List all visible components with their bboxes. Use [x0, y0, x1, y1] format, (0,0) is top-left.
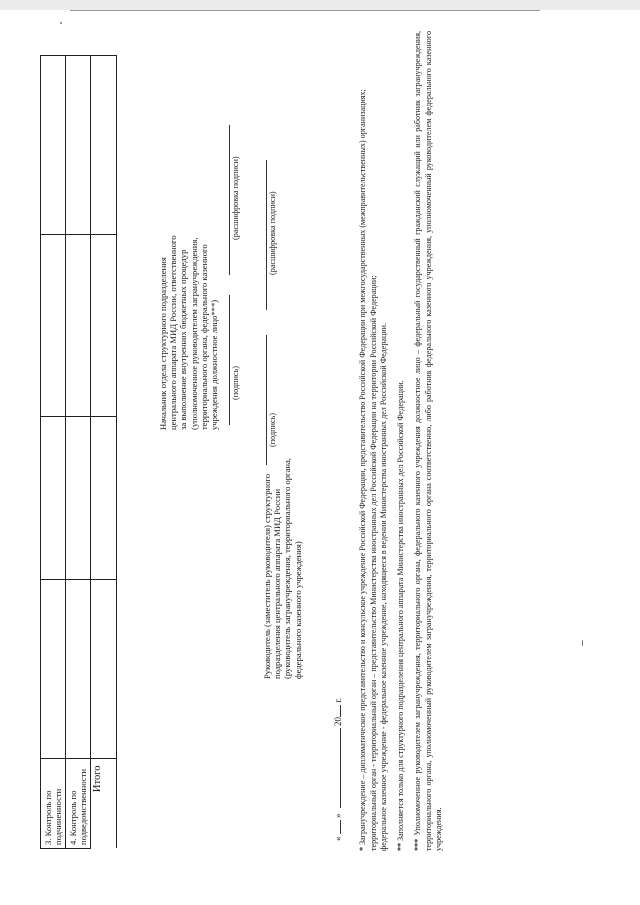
footnote-1: [358, 31, 390, 851]
total-label: Итого: [91, 759, 117, 849]
control-table: [40, 56, 117, 850]
footnote-text: Заполняется только для структурного подразделения центрального аппарата Министерства иностранных дел Российской Федерации.: [396, 380, 406, 841]
table-row: [41, 56, 66, 849]
date-open-quote: «: [333, 836, 343, 841]
signature-text-line: учреждения должностное лицо***): [209, 299, 220, 430]
date-year-suffix: г.: [333, 697, 343, 703]
signature-caption: (подпись): [231, 366, 240, 400]
footnote-text: Уполномоченное руководителем загранучреждения, территориального органа, федерального казенного учреждения должностное лицо – федеральный государственный гражданский служащий или работник загранучреждения, территориального органа, уполномоченный руководителем загранучреждения, территориального органа соответственно, либо работник федерального казенного учреждения, уполномоченный руководителем федерального казенного учреждения.: [412, 31, 444, 851]
signature-text-line: (руководитель загранучреждения, территориального органа,: [282, 458, 293, 679]
signature-text-line: Руководитель (заместитель руководителя) структурного: [262, 473, 272, 679]
signature-caption: (подпись): [268, 413, 277, 447]
date-line: [333, 698, 343, 841]
table-row-total: [91, 56, 117, 849]
signature-text-line: центрального аппарата МИД России, ответственного: [168, 235, 179, 430]
signature-text-line: Начальник отдела структурного подразделения: [158, 257, 168, 430]
date-year-prefix: 20: [333, 717, 343, 726]
footnotes: [358, 31, 451, 851]
decode-caption: (расшифровка подписи): [268, 191, 277, 275]
footnote-mark: **: [396, 842, 406, 851]
signature-line: [229, 295, 230, 425]
signature-text-line: (уполномоченное руководителем загранучреждения,: [188, 237, 199, 430]
signature-block-unit-head: [262, 458, 303, 679]
footnote-text: федеральное казенное учреждение - федеральное казенное учреждение, находящееся в ведении Министерства иностранных дел Российской Федерации.: [379, 322, 389, 851]
signature-text-line: подразделения центрального аппарата МИД России: [272, 488, 283, 679]
footnote-text: Загранучреждение – дипломатическое представительство и консульское учреждение Российской Федерации, представительство Российской Федерации при межгосударственных (межправительственных) организациях;: [358, 89, 367, 845]
signature-block-department-head: [158, 235, 219, 430]
footnote-text: территориальный орган - территориальный орган – представительство Министерства иностранных дел Российской Федерации на территории Российской Федерации;: [368, 275, 378, 851]
row-label: 3. Контроль по подчиненности: [41, 759, 66, 849]
footnote-2: [396, 31, 407, 851]
signature-text-line: территориального органа, федерального казенного: [198, 244, 209, 430]
footnote-mark: ***: [412, 838, 422, 851]
decode-caption: (расшифровка подписи): [231, 156, 240, 240]
decode-line: [266, 160, 267, 310]
footnote-mark: *: [358, 846, 367, 851]
table-row: [66, 56, 91, 849]
signature-text-line: за выполнение внутренних бюджетных процедур: [178, 249, 189, 430]
signature-text-line: федерального казенного учреждения): [292, 541, 303, 679]
signature-line: [266, 335, 267, 465]
footnote-3: [413, 31, 445, 851]
row-label: 4. Контроль по подведомственности: [66, 759, 91, 849]
decode-line: [229, 125, 230, 275]
date-close-quote: »: [333, 813, 343, 818]
